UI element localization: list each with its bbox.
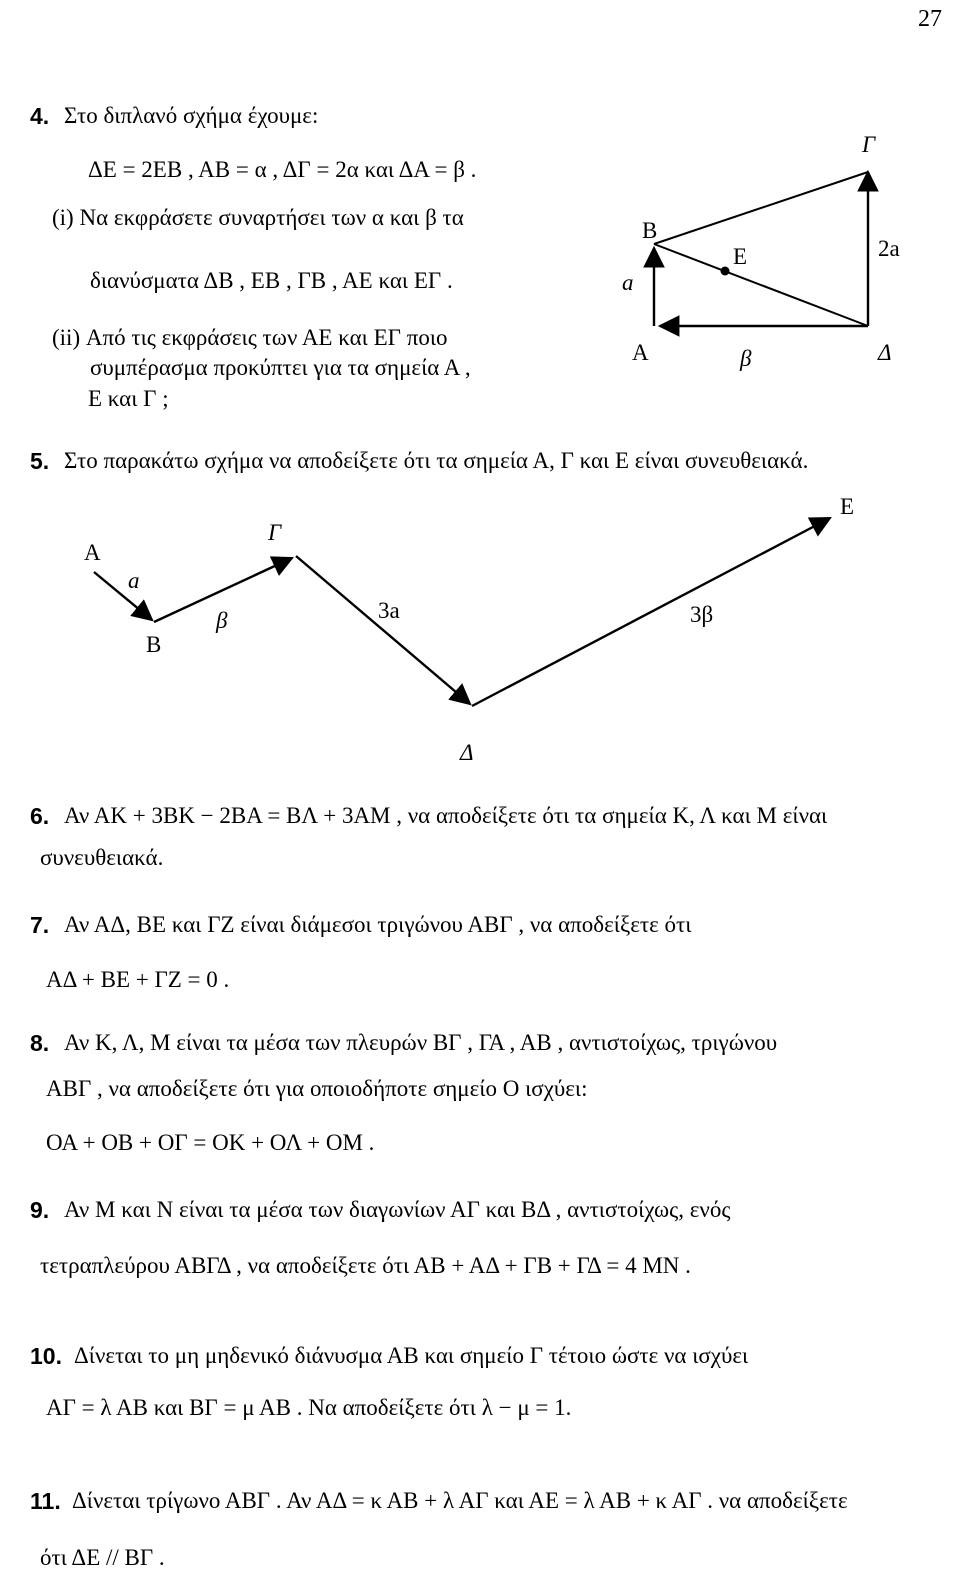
- label-a: a: [128, 568, 140, 593]
- label-E: Ε: [840, 494, 855, 519]
- segment-BG: [654, 172, 868, 244]
- label-A: Α: [632, 340, 649, 365]
- problem-9-line-2: τετραπλεύρου ΑΒΓΔ , να αποδείξετε ότι ΑΒ + ΑΔ + ΓΒ + ΓΔ = 4 ΜΝ .: [40, 1253, 691, 1278]
- problem-6-line-1: Αν ΑΚ + 3ΒΚ − 2ΒΑ = ΒΛ + 3ΑΜ , να αποδείξετε ότι τα σημεία Κ, Λ και Μ είναι: [64, 803, 828, 828]
- label-a: a: [622, 270, 634, 295]
- problem-5-line-1: Στο παρακάτω σχήμα να αποδείξετε ότι τα σημεία Α, Γ και Ε είναι συνευθειακά.: [64, 448, 809, 473]
- problem-8-line-1: Αν Κ, Λ, Μ είναι τα μέσα των πλευρών ΒΓ , ΓΑ , ΑΒ , αντιστοίχως, τριγώνου: [64, 1030, 778, 1055]
- label-D: Δ: [878, 340, 892, 365]
- problem-10-line-1: Δίνεται το μη μηδενικό διάνυσμα ΑΒ και σημείο Γ τέτοιο ώστε να ισχύει: [74, 1343, 749, 1368]
- segment-DE: [472, 518, 830, 706]
- problem-11-number: 11.: [30, 1488, 61, 1514]
- label-B: Β: [146, 632, 162, 657]
- problem-8-line-2: ΑΒΓ , να αποδείξετε ότι για οποιοδήποτε σημείο Ο ισχύει:: [46, 1076, 588, 1101]
- figure-problem-4: [610, 130, 950, 390]
- problem-10-line-2: ΑΓ = λ ΑΒ και ΒΓ = μ ΑΒ . Να αποδείξετε ότι λ − μ = 1.: [46, 1395, 572, 1420]
- point-E: [721, 267, 730, 276]
- problem-10-number: 10.: [30, 1343, 62, 1369]
- problem-11-line-1: Δίνεται τρίγωνο ΑΒΓ . Αν ΑΔ = κ ΑΒ + λ ΑΓ και ΑΕ = λ ΑΒ + κ ΑΓ . να αποδείξετε: [72, 1488, 848, 1513]
- label-beta: β: [216, 608, 228, 633]
- label-G: Γ: [268, 520, 282, 545]
- problem-4-line-3: (i) Να εκφράσετε συναρτήσει των α και β τα: [52, 205, 464, 230]
- problem-7-line-1: Αν ΑΔ, ΒΕ και ΓΖ είναι διάμεσοι τριγώνου ΑΒΓ , να αποδείξετε ότι: [64, 912, 692, 937]
- problem-4-line-1: Στο διπλανό σχήμα έχουμε:: [64, 103, 319, 128]
- problem-8-number: 8.: [30, 1030, 50, 1056]
- problem-6-line-2: συνευθειακά.: [40, 845, 164, 870]
- problem-7-number: 7.: [30, 912, 50, 938]
- label-E: Ε: [733, 244, 748, 269]
- segment-AB: [94, 572, 152, 620]
- problem-9-number: 9.: [30, 1197, 50, 1223]
- figure-problem-5: [70, 480, 890, 775]
- problem-4-number: 4.: [30, 103, 50, 129]
- label-two-a: 2a: [878, 236, 900, 261]
- problem-4-line-2: ΔΕ = 2ΕΒ , ΑΒ = α , ΔΓ = 2α και ΔΑ = β .: [88, 157, 477, 182]
- problem-9-line-1: Αν Μ και Ν είναι τα μέσα των διαγωνίων ΑΓ και ΒΔ , αντιστοίχως, ενός: [64, 1197, 731, 1222]
- label-three-b: 3β: [690, 602, 714, 627]
- problem-5-number: 5.: [30, 448, 50, 474]
- label-B: Β: [642, 218, 658, 243]
- problem-4-line-7: Ε και Γ ;: [88, 386, 169, 411]
- label-beta: β: [740, 346, 752, 371]
- problem-4-line-6: συμπέρασμα προκύπτει για τα σημεία Α ,: [90, 355, 471, 380]
- problem-8-line-3: ΟΑ + ΟΒ + ΟΓ = ΟΚ + ΟΛ + ΟΜ .: [46, 1130, 375, 1155]
- page-number: 27: [918, 6, 942, 32]
- label-A: Α: [84, 540, 101, 565]
- label-three-a: 3a: [378, 598, 400, 623]
- problem-4-line-4: διανύσματα ΔΒ , ΕΒ , ΓΒ , ΑΕ και ΕΓ .: [90, 268, 453, 293]
- segment-GD: [296, 556, 470, 704]
- problem-11-line-2: ότι ΔΕ // ΒΓ .: [40, 1545, 165, 1570]
- segment-BD: [654, 244, 868, 326]
- label-D: Δ: [460, 740, 474, 765]
- problem-4-line-5: (ii) Από τις εκφράσεις των ΑΕ και ΕΓ ποιο: [52, 325, 448, 350]
- problem-6-number: 6.: [30, 803, 50, 829]
- label-G: Γ: [862, 132, 876, 157]
- problem-7-line-2: ΑΔ + ΒΕ + ΓΖ = 0 .: [46, 967, 230, 992]
